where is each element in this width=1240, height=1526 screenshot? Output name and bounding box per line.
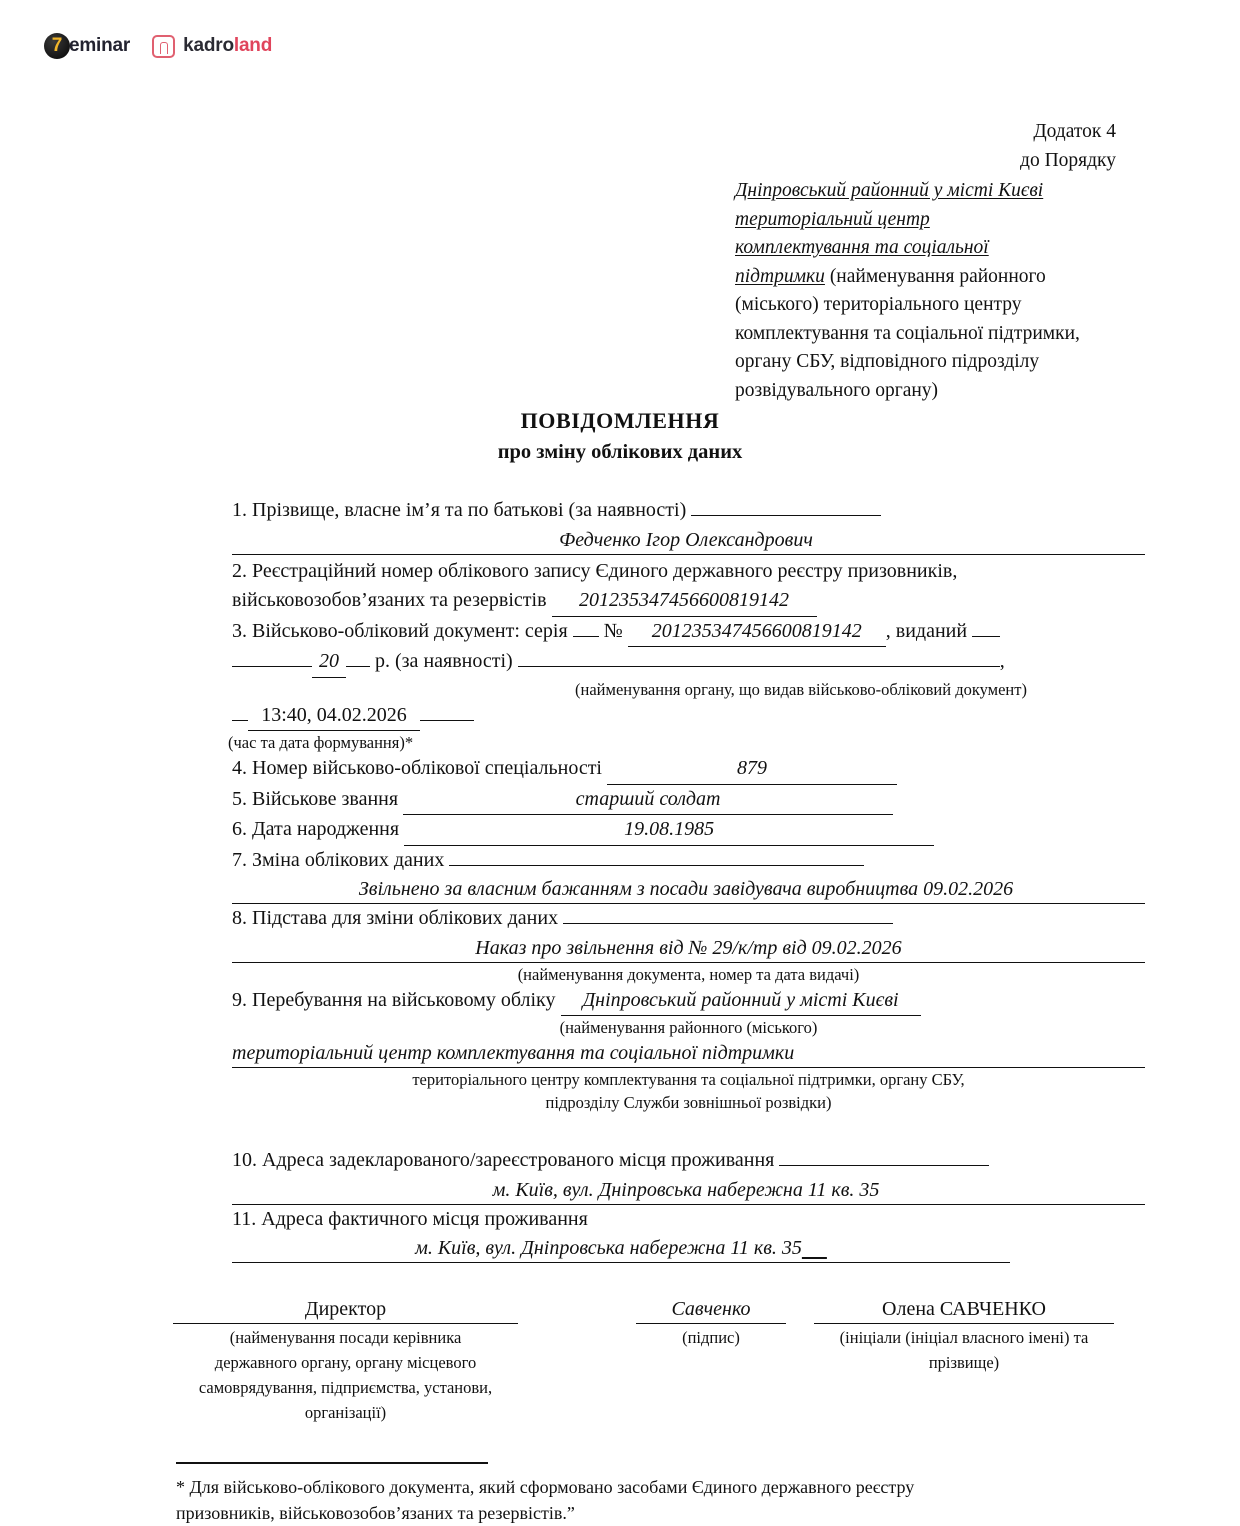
signature-position-column: [173, 1296, 518, 1424]
field-registration-number-value[interactable]: 201235347456600819142: [552, 586, 817, 617]
field-change-basis-value-line[interactable]: [232, 934, 1145, 963]
field-military-document-series-blank[interactable]: [573, 636, 599, 637]
field-military-registration-caption-1: (найменування районного (міського): [559, 1018, 818, 1037]
form-body: [0, 496, 1240, 1263]
field-year-blank-left[interactable]: [232, 666, 312, 667]
organisation-hint-line-5: розвідувального органу): [735, 379, 939, 401]
field-actual-address-value-line[interactable]: [232, 1234, 1010, 1263]
field-formation-datetime-value[interactable]: 13:40, 04.02.2026: [248, 701, 420, 732]
field-military-registration-place-value-1[interactable]: Дніпровський районний у місті Києві: [561, 986, 921, 1017]
signature-initials-caption-l2: прізвище): [928, 1353, 1000, 1372]
zeminar-wordmark: eminar: [69, 35, 131, 56]
organisation-name-filled: [735, 177, 1135, 405]
field-military-document-number[interactable]: 201235347456600819142: [628, 617, 886, 648]
field-change-basis: [0, 904, 1240, 934]
field-birth-date-value[interactable]: 19.08.1985: [404, 815, 934, 846]
field-military-rank: [0, 785, 1240, 816]
field-declared-address-blank[interactable]: [779, 1165, 989, 1166]
field-formation-blank-right[interactable]: [420, 720, 474, 721]
footnote: [176, 1474, 1071, 1526]
field-military-document-label-b: , виданий: [885, 619, 968, 642]
field-military-registration-place: [0, 986, 1240, 1017]
organisation-line-3: комплектування та соціальної: [735, 237, 989, 258]
field-registration-number-label-l2: військовозобов’язаних та резервістів: [232, 589, 547, 611]
kadroland-wordmark-dark: kadro: [183, 35, 234, 56]
brand-bar: [44, 33, 272, 59]
field-birth-date: [0, 815, 1240, 846]
field-military-registration-place-value-line-2[interactable]: [232, 1039, 1145, 1068]
field-data-change-value-line[interactable]: [232, 875, 1145, 904]
field-military-registration-place-label: 9. Перебування на військовому обліку: [232, 988, 556, 1011]
field-military-rank-label: 5. Військове звання: [232, 787, 399, 810]
signature-position-caption-l2: державного органу, органу місцевого: [214, 1353, 477, 1372]
field-issuing-authority-blank[interactable]: [518, 666, 1000, 667]
organisation-hint-part1: (найменування районного: [824, 265, 1046, 287]
signature-handwritten-value: Савченко: [636, 1296, 786, 1324]
appendix-number: Додаток 4: [1033, 121, 1116, 142]
field-issuing-authority-caption: (найменування органу, що видав військово-обліковий документ): [575, 679, 1027, 699]
field-declared-address-value: м. Київ, вул. Дніпровська набережна 11 кв. 35: [492, 1178, 880, 1201]
footnote-line-1: * Для військово-облікового документа, який сформовано засобами Єдиного державного реєстру: [176, 1477, 915, 1497]
field-military-document-no-symbol: №: [603, 619, 623, 642]
signature-position-caption-l1: (найменування посади керівника: [229, 1328, 462, 1347]
field-full-name-blank[interactable]: [691, 515, 881, 516]
organisation-hint-line-2: (міського) територіального центру: [735, 294, 1022, 315]
signature-initials-caption-l1: (ініціали (ініціал власного імені) та: [839, 1328, 1089, 1347]
footnote-line-2: призовників, військовозобов’язаних та резервістів.”: [176, 1503, 575, 1523]
field-full-name-label: 1. Прізвище, власне ім’я та по батькові (за наявності): [232, 499, 687, 521]
field-specialty-number-value[interactable]: 879: [607, 754, 897, 785]
field-specialty-number: [0, 754, 1240, 785]
document-title-main: ПОВІДОМЛЕННЯ: [520, 408, 720, 433]
field-registration-number-label-l1: 2. Реєстраційний номер облікового запису Єдиного державного реєстру призовників,: [232, 559, 958, 582]
field-formation-blank-left[interactable]: [232, 720, 248, 721]
field-full-name-value-line[interactable]: [232, 526, 1145, 555]
signature-initials-value: Олена САВЧЕНКО: [814, 1296, 1114, 1324]
organisation-line-4: підтримки: [735, 265, 825, 287]
field-military-registration-place-value-2: територіальний центр комплектування та соціальної підтримки: [232, 1042, 795, 1064]
document-title-sub: про зміну облікових даних: [497, 441, 743, 463]
appendix-reference: до Порядку: [1020, 149, 1116, 171]
organisation-line-2: територіальний центр: [735, 208, 930, 230]
kadroland-logo: [152, 35, 272, 58]
field-formation-caption: (час та дата формування)*: [228, 733, 414, 752]
field-year-value[interactable]: 20: [312, 647, 346, 678]
document-header-block: [735, 118, 1135, 405]
field-declared-address-label: 10. Адреса задекларованого/зареєстрованого місця проживання: [232, 1149, 775, 1171]
field-actual-address: [0, 1205, 1240, 1235]
field-actual-address-label: 11. Адреса фактичного місця проживання: [232, 1207, 588, 1230]
signature-initials-column: [814, 1296, 1114, 1374]
field-military-document: [0, 617, 1240, 701]
field-military-registration-caption-3: підрозділу Служби зовнішньої розвідки): [545, 1093, 832, 1112]
field-full-name: [0, 496, 1240, 526]
field-specialty-number-label: 4. Номер військово-облікової спеціальності: [232, 757, 602, 779]
field-formation-datetime: [0, 701, 1240, 755]
footnote-divider: [176, 1462, 488, 1464]
field-change-basis-blank[interactable]: [563, 923, 893, 924]
page-title: [0, 408, 1240, 464]
signature-position-caption-l3: самоврядування, підприємства, установи,: [198, 1378, 493, 1397]
signature-position-caption-l4: організації): [304, 1403, 387, 1422]
field-military-document-issued-blank[interactable]: [972, 636, 1000, 637]
field-change-basis-label: 8. Підстава для зміни облікових даних: [232, 907, 559, 929]
zeminar-mark-icon: [44, 33, 70, 59]
field-issuing-authority-comma: ,: [999, 650, 1005, 672]
signature-position-value: Директор: [173, 1296, 518, 1324]
zeminar-logo: [44, 33, 130, 59]
field-military-document-label-a: 3. Військово-обліковий документ: серія: [232, 619, 568, 642]
signature-signature-column: [636, 1296, 786, 1349]
field-declared-address-value-line[interactable]: [232, 1176, 1145, 1205]
field-year-suffix-label: р. (за наявності): [375, 650, 513, 672]
field-actual-address-value: м. Київ, вул. Дніпровська набережна 11 кв. 35: [415, 1237, 802, 1259]
field-data-change-value: Звільнено за власним бажанням з посади завідувача виробництва 09.02.2026: [358, 878, 1014, 900]
kadroland-house-icon: [152, 35, 175, 58]
field-birth-date-label: 6. Дата народження: [232, 818, 400, 840]
field-registration-number: [0, 557, 1240, 617]
field-military-registration-caption-2: територіального центру комплектування та соціальної підтримки, органу СБУ,: [412, 1070, 965, 1089]
signature-block: [0, 1296, 1240, 1424]
signature-handwritten-caption: (підпис): [682, 1328, 740, 1347]
field-data-change-label: 7. Зміна облікових даних: [232, 848, 445, 871]
field-military-rank-value[interactable]: старший солдат: [403, 785, 893, 816]
field-full-name-value: Федченко Ігор Олександрович: [559, 528, 813, 551]
organisation-line-1: Дніпровський районний у місті Києві: [735, 180, 1044, 201]
organisation-hint-line-4: органу СБУ, відповідного підрозділу: [735, 351, 1040, 372]
zeminar-mark-letter: 7: [51, 34, 63, 56]
field-data-change: [0, 846, 1240, 876]
kadroland-wordmark-accent: land: [233, 35, 273, 56]
kadroland-wordmark: [183, 35, 272, 57]
field-declared-address: [0, 1146, 1240, 1176]
field-change-basis-caption: (найменування документа, номер та дата видачі): [517, 964, 860, 984]
field-data-change-blank[interactable]: [449, 865, 864, 866]
field-year-blank-right[interactable]: [346, 666, 370, 667]
organisation-hint-line-3: комплектування та соціальної підтримки,: [735, 322, 1080, 344]
field-change-basis-value: Наказ про звільнення від № 29/к/тр від 09.02.2026: [475, 936, 902, 959]
